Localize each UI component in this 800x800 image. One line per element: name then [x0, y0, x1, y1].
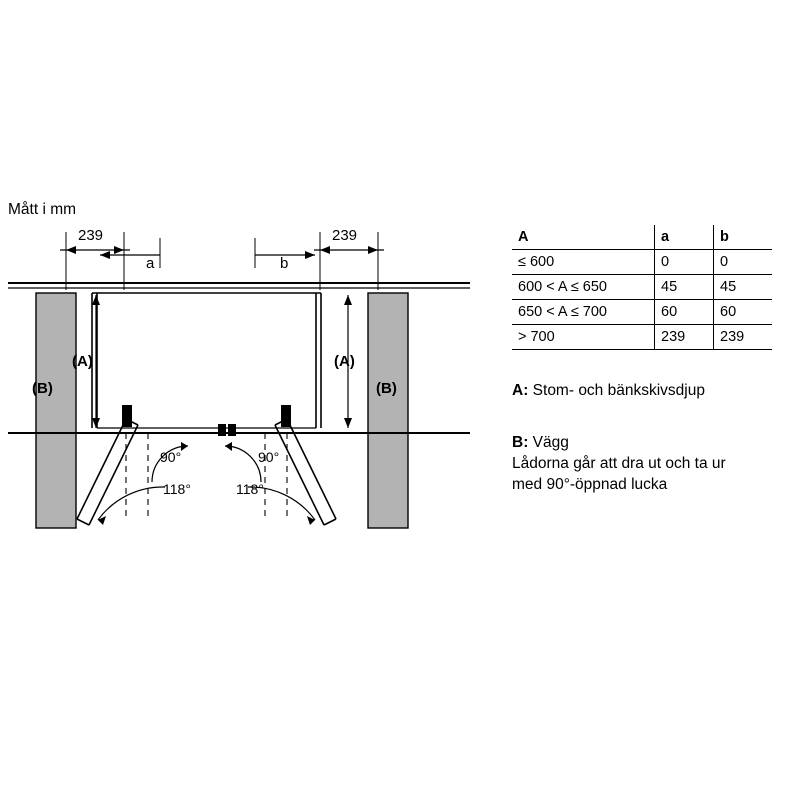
door-left-leaf-cap-bottom	[77, 519, 89, 525]
table-row	[512, 250, 772, 275]
arrow-118-left	[98, 516, 106, 525]
table-cell-a: 239	[655, 325, 714, 350]
dim-arrow-right-b	[368, 246, 378, 254]
wall-B-label-left: (B)	[32, 380, 53, 397]
door-right-leaf-cap-bottom	[324, 519, 336, 525]
dim-arrow-A-right-top	[344, 295, 352, 305]
depth-A-label-right: (A)	[334, 353, 355, 370]
dim-arrow-A-left-bottom	[92, 418, 100, 428]
gap-b-label: b	[280, 255, 289, 272]
arrow-118-right	[307, 516, 315, 525]
wall-block-right	[368, 293, 408, 528]
door-right-leaf-edge2	[275, 425, 324, 525]
table-header-b: b	[714, 225, 773, 250]
dimension-table	[512, 225, 772, 350]
table-cell-range: 600 < A ≤ 650	[512, 275, 655, 300]
dimension-239-right-label: 239	[332, 227, 358, 244]
wall-B-label-right: (B)	[376, 380, 397, 397]
dimension-239-left-label: 239	[78, 227, 104, 244]
table-cell-b: 60	[714, 300, 773, 325]
angle-118-left-label: 118°	[163, 481, 191, 497]
table-row	[512, 275, 772, 300]
table-cell-a: 0	[655, 250, 714, 275]
legend-B-note-2: med 90°-öppnad lucka	[512, 476, 668, 493]
table-cell-b: 239	[714, 325, 773, 350]
dim-arrow-left-a	[66, 246, 76, 254]
legend-A-text: Stom- och bänkskivsdjup	[532, 382, 705, 399]
table-cell-b: 45	[714, 275, 773, 300]
angle-118-right-label: 118°	[236, 481, 264, 497]
dim-arrow-A-left-top	[92, 295, 100, 305]
legend-B-note-1: Lådorna går att dra ut och ta ur	[512, 455, 726, 472]
units-label: Mått i mm	[8, 201, 77, 218]
dim-arrow-left-b	[114, 246, 124, 254]
table-cell-range: 650 < A ≤ 700	[512, 300, 655, 325]
table-cell-a: 60	[655, 300, 714, 325]
door-left-leaf-edge2	[89, 425, 138, 525]
legend-B-line	[512, 432, 726, 453]
table-cell-a: 45	[655, 275, 714, 300]
door-seam-left	[218, 424, 226, 436]
table-cell-range: > 700	[512, 325, 655, 350]
gap-a-label: a	[146, 255, 155, 272]
dim-arrow-b-right	[305, 251, 315, 259]
angle-90-left-label: 90°	[160, 449, 182, 465]
dim-arrow-a-left	[100, 251, 110, 259]
legend-B-key: B:	[512, 434, 529, 451]
dim-arrow-A-right-bottom	[344, 418, 352, 428]
table-row	[512, 325, 772, 350]
dim-arrow-right-a	[320, 246, 330, 254]
table-cell-b: 0	[714, 250, 773, 275]
legend-B-text: Vägg	[532, 434, 569, 451]
arrow-90-right	[225, 442, 232, 451]
table-header-row	[512, 225, 772, 250]
table-header-A: A	[512, 225, 655, 250]
arrow-90-left	[181, 442, 188, 451]
legend-A	[512, 380, 705, 401]
legend-A-key: A:	[512, 382, 529, 399]
table-row	[512, 300, 772, 325]
angle-arc-90-right	[225, 446, 261, 482]
table-header-a: a	[655, 225, 714, 250]
depth-A-label-left: (A)	[72, 353, 93, 370]
door-seam-right	[228, 424, 236, 436]
angle-90-right-label: 90°	[258, 449, 280, 465]
wall-block-left	[36, 293, 76, 528]
legend-B	[512, 432, 726, 495]
table-cell-range: ≤ 600	[512, 250, 655, 275]
angle-arc-118-left	[98, 487, 165, 520]
